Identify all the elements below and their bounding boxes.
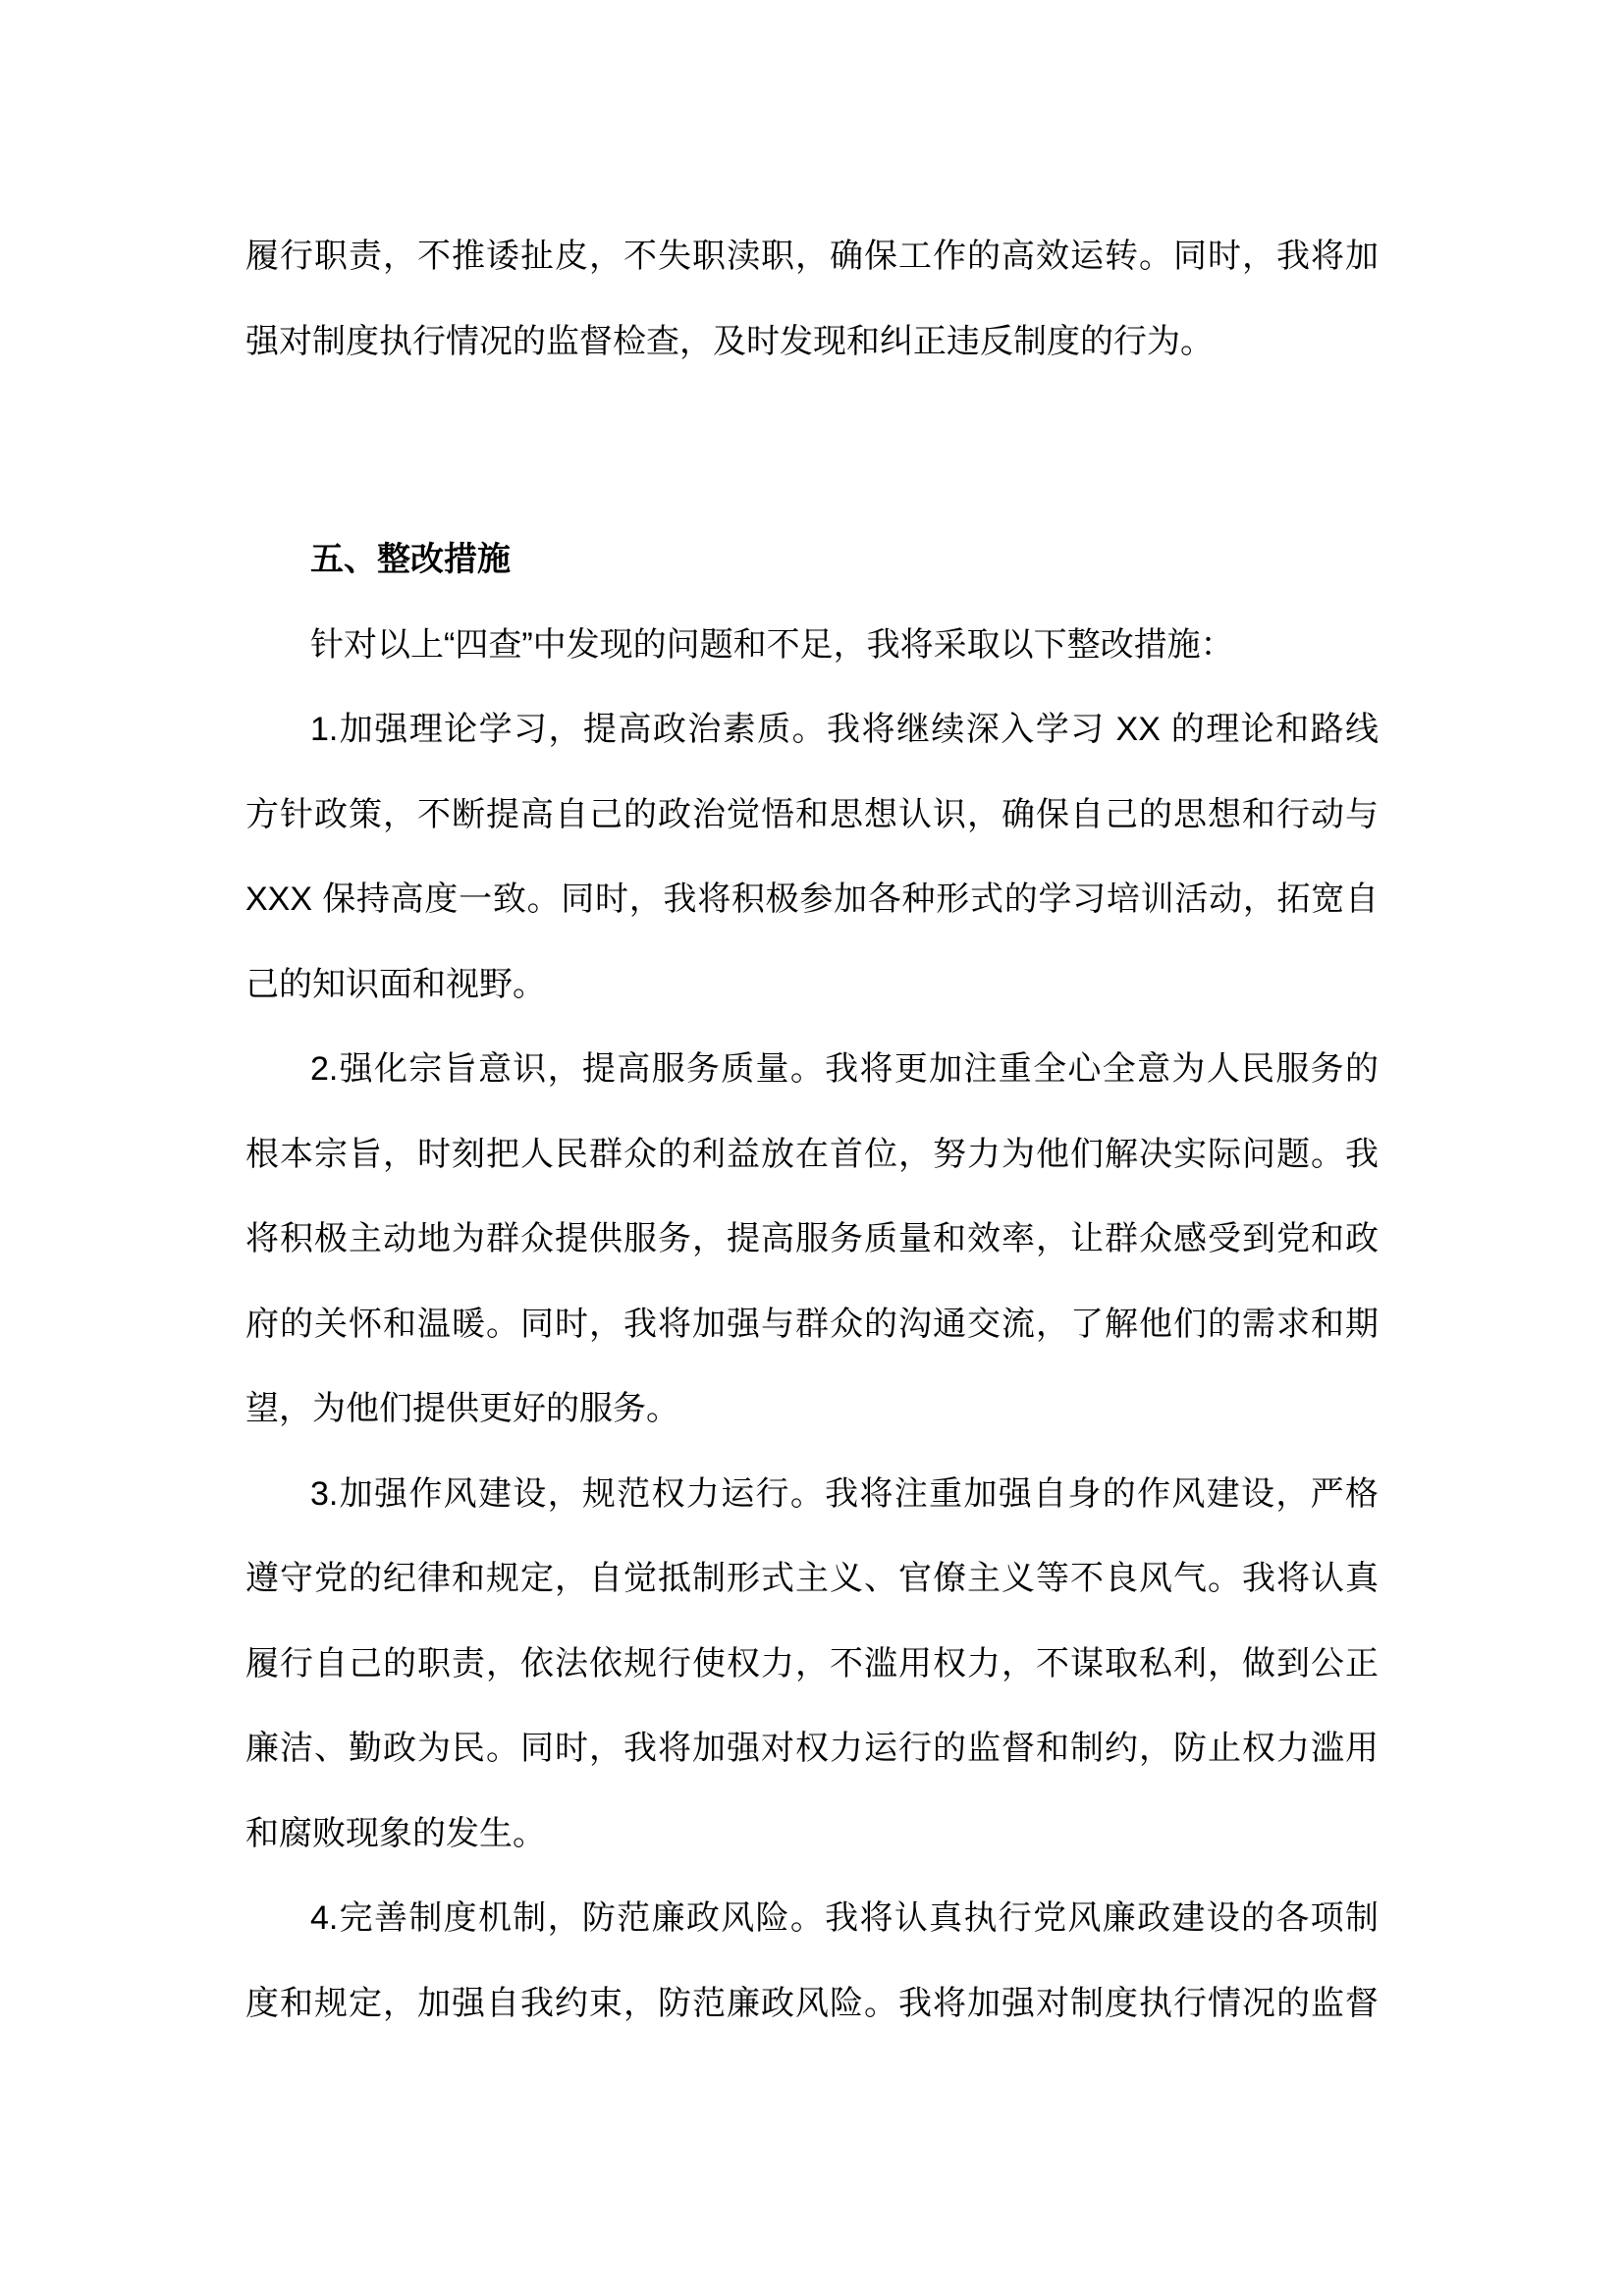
text-line: 遵守党的纪律和规定，自觉抵制形式主义、官僚主义等不良风气。我将认真 (245, 1560, 1379, 1597)
document-body (245, 214, 1379, 2046)
text-line: 廉洁、勤政为民。同时，我将加强对权力运行的监督和制约，防止权力滥用 (245, 1730, 1379, 1767)
text-line: 针对以上“四查”中发现的问题和不足，我将采取以下整改措施： (310, 625, 1234, 664)
text-line: 府的关怀和温暖。同时，我将加强与群众的沟通交流，了解他们的需求和期 (245, 1305, 1379, 1343)
text-line: 和腐败现象的发生。 (245, 1814, 546, 1852)
blank-line (245, 384, 1379, 517)
section-heading: 五、整改措施 (310, 541, 511, 578)
text-line: 度和规定，加强自我约束，防范廉政风险。我将加强对制度执行情况的监督 (245, 1984, 1379, 2022)
text-line: 强对制度执行情况的监督检查，及时发现和纠正违反制度的行为。 (245, 322, 1214, 360)
text-line: 1.加强理论学习，提高政治素质。我将继续深入学习 XX 的理论和路线 (310, 711, 1379, 748)
text-line: 履行职责，不推诿扯皮，不失职渎职，确保工作的高效运转。同时，我将加 (245, 238, 1379, 275)
text-line: 望，为他们提供更好的服务。 (245, 1390, 679, 1427)
text-line: 4.完善制度机制，防范廉政风险。我将认真执行党风廉政建设的各项制 (310, 1899, 1379, 1937)
text-line: 根本宗旨，时刻把人民群众的利益放在首位，努力为他们解决实际问题。我 (245, 1135, 1379, 1173)
text-line: XXX 保持高度一致。同时，我将积极参加各种形式的学习培训活动，拓宽自 (245, 881, 1379, 918)
text-line: 3.加强作风建设，规范权力运行。我将注重加强自身的作风建设，严格 (310, 1474, 1379, 1513)
text-line: 将积极主动地为群众提供服务，提高服务质量和效率，让群众感受到党和政 (245, 1220, 1379, 1257)
text-line: 履行自己的职责，依法依规行使权力，不滥用权力，不谋取私利，做到公正 (245, 1644, 1379, 1682)
text-line: 方针政策，不断提高自己的政治觉悟和思想认识，确保自己的思想和行动与 (245, 795, 1379, 833)
text-line: 己的知识面和视野。 (245, 965, 546, 1003)
text-line: 2.强化宗旨意识，提高服务质量。我将更加注重全心全意为人民服务的 (310, 1050, 1379, 1088)
